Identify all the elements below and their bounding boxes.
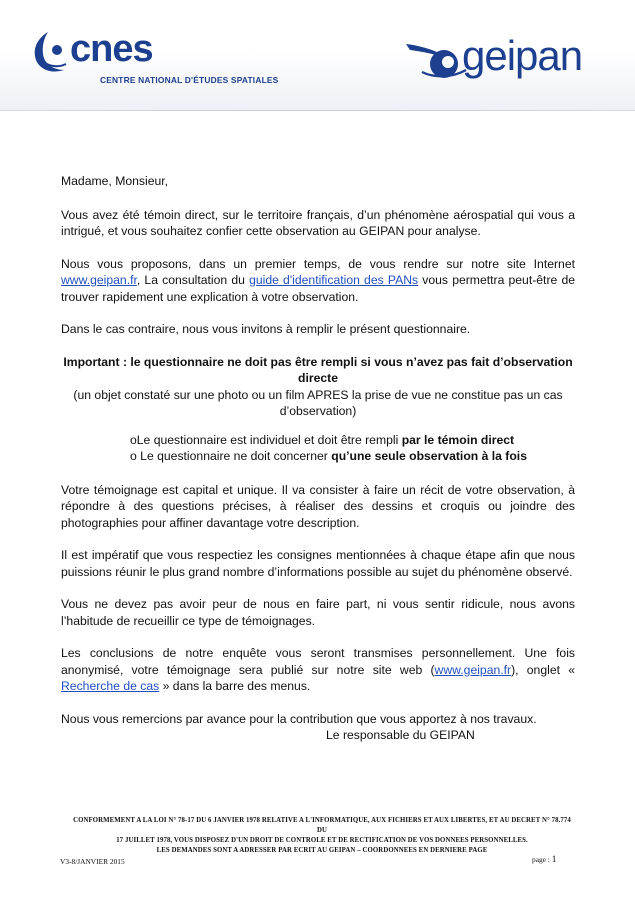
guide-identification-link[interactable]: guide d'identification des PANs: [249, 273, 419, 287]
paragraph-website-text-b: , La consultation du: [136, 273, 250, 287]
geipan-website-link-2[interactable]: www.geipan.fr: [434, 662, 512, 677]
important-title: Important : le questionnaire ne doit pas être rempli si vous n’avez pas fait d’observation directe: [63, 354, 573, 385]
bullet-icon: o: [130, 432, 137, 447]
geipan-website-link[interactable]: www.geipan.fr: [61, 273, 137, 287]
paragraph-conclusions-text-a: Les conclusions de notre enquête vous seront transmises personnellement. Une fois anonymisé, votre témoignage sera publié sur notre site web (: [61, 646, 575, 677]
important-note: (un objet constaté sur une photo ou un film APRES la prise de vue ne constitue pas un cas d’observation): [73, 387, 563, 418]
paragraph-website-text-c: vous permettra peut-être de trouver rapidement une explication à votre observation.: [61, 273, 575, 304]
legal-line: 17 JUILLET 1978, VOUS DISPOSEZ D'UN DROIT DE CONTROLE ET DE RECTIFICATION DE VOS DONNEES PERSONNELLES.: [116, 837, 528, 844]
cnes-logo-text: cnes: [70, 28, 153, 70]
geipan-logo-text: geipan: [462, 32, 583, 79]
signature: Le responsable du GEIPAN: [326, 728, 475, 742]
paragraph-reassurance: Vous ne devez pas avoir peur de nous en faire part, ni vous sentir ridicule, nous avons l’habitude de recueillir ce type de témoignages.: [61, 597, 575, 628]
salutation: Madame, Monsieur,: [61, 174, 169, 188]
paragraph-invitation: Dans le cas contraire, nous vous invitons à remplir le présent questionnaire.: [61, 322, 471, 336]
letter-body: [61, 173, 575, 744]
list-item-text: Le questionnaire ne doit concerner: [140, 449, 332, 463]
bullet-icon: o: [130, 449, 141, 463]
paragraph-conclusions-text-c: » dans la barre des menus.: [159, 679, 311, 693]
paragraph-testimony: Votre témoignage est capital et unique. Il va consister à faire un récit de votre observation, à répondre à des questions précises, à réaliser des dessins et croquis ou joindre des photographies pour affiner davantage votre description.: [61, 482, 575, 530]
legal-notice: [72, 816, 572, 856]
paragraph-thanks: Nous vous remercions par avance pour la contribution que vous apportez à nos travaux.: [61, 711, 537, 726]
list-item-bold: qu’une seule observation à la fois: [331, 449, 527, 463]
paragraph-intro: Vous avez été témoin direct, sur le territoire français, d’un phénomène aérospatial qui vous a intrigué, et vous souhaitez confier cette observation au GEIPAN pour analyse.: [61, 207, 575, 238]
list-item-bold: par le témoin direct: [401, 432, 515, 447]
paragraph-conclusions-text-b: ), onglet «: [511, 662, 575, 677]
paragraph-website: [61, 256, 575, 306]
cnes-subtitle: CENTRE NATIONAL D'ÉTUDES SPATIALES: [100, 75, 279, 85]
header-divider: [0, 110, 635, 111]
list-item: [61, 432, 575, 449]
legal-line: CONFORMEMENT A LA LOI N° 78-17 DU 6 JANVIER 1978 RELATIVE A L'INFORMATIQUE, AUX FICHIERS ET AUX LIBERTES, ET AU DECRET N° 78.774 DU: [73, 817, 571, 834]
paragraph-conclusions: [61, 645, 575, 695]
paragraph-website-text-a: Nous vous proposons, dans un premier temps, de vous rendre sur notre site Internet: [61, 256, 575, 271]
page-label: page :: [532, 855, 552, 864]
recherche-de-cas-link[interactable]: Recherche de cas: [61, 679, 160, 693]
list-item-text: Le questionnaire est individuel et doit être rempli: [136, 432, 402, 447]
page-indicator: [532, 855, 556, 865]
page-number: 1: [551, 855, 557, 865]
rules-list: [61, 432, 575, 465]
legal-line: LES DEMANDES SONT A ADRESSER PAR ECRIT AU GEIPAN – COORDONNEES EN DERNIERE PAGE: [156, 847, 488, 854]
document-version: V3-8/JANVIER 2015: [60, 857, 125, 866]
list-item: [61, 448, 575, 465]
paragraph-instructions: Il est impératif que vous respectiez les consignes mentionnées à chaque étape afin que nous puissions réunir le plus grand nombre d’informations possible au sujet du phénomène observé.: [61, 548, 575, 579]
